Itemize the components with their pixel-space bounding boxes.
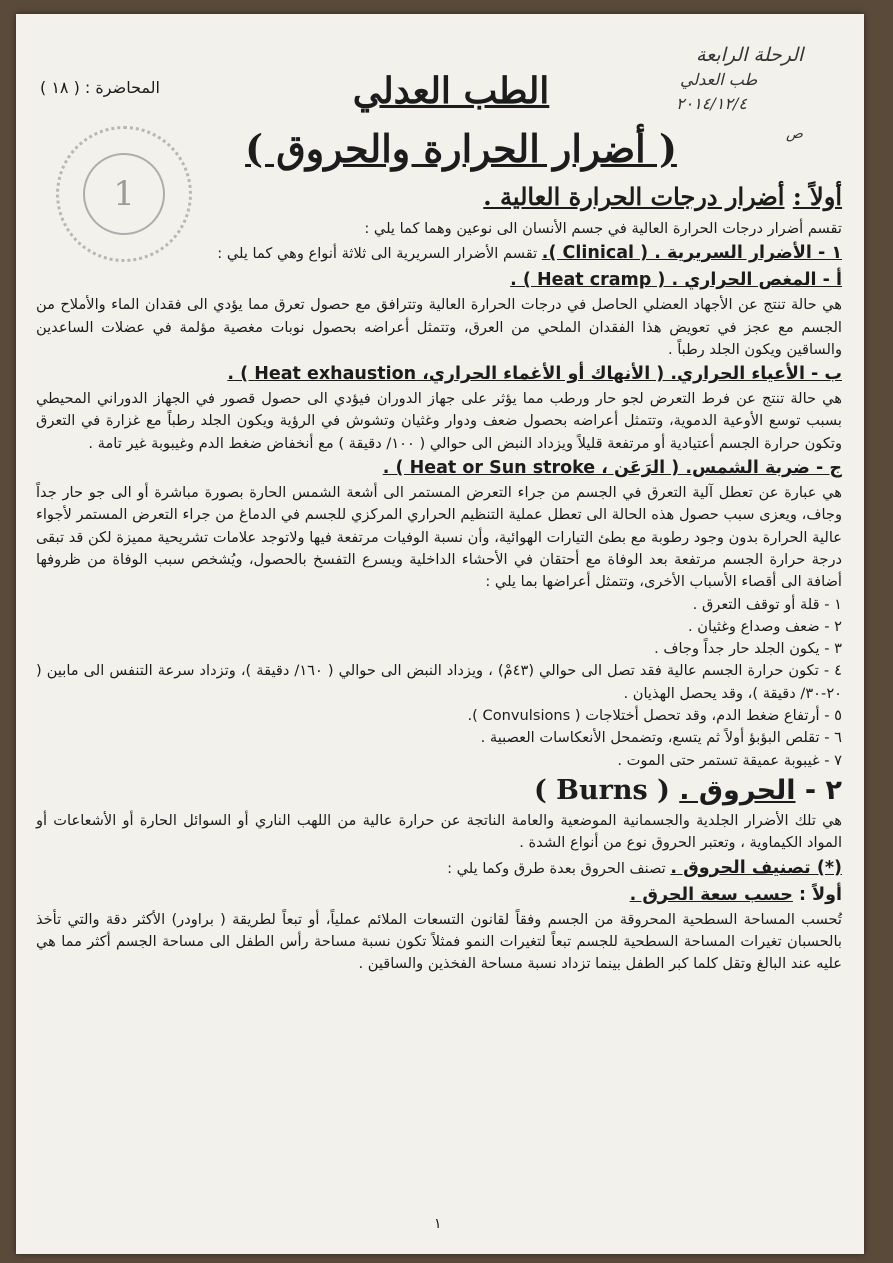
heat-exhaustion-heading: ب - الأعياء الحراري. ( الأنهاك أو الأغماء الحراري، Heat exhaustion ) .: [227, 364, 842, 385]
burn-extent-heading: [36, 882, 842, 909]
handwritten-note-line4: ص: [786, 126, 803, 142]
section-heading: [483, 182, 842, 211]
burns-latin: ( Burns ): [534, 774, 670, 806]
burns-heading: [36, 772, 842, 810]
handwritten-note-line1: الرحلة الرابعة: [696, 44, 804, 66]
burns-text: هي تلك الأضرار الجلدية والجسمانية الموضعية والعامة الناتجة عن حرارة عالية من اللهب الناري أو السوائل الحارة أو الأشعاعات أو المواد الكيماوية ، وتعتبر الحروق نوع من أنواع الشدة .: [36, 811, 842, 852]
classification-text: تصنف الحروق بعدة طرق وكما يلي :: [447, 859, 666, 877]
list-item: ٧ - غيبوبة عميقة تستمر حتى الموت .: [617, 751, 842, 769]
burns-title: الحروق .: [679, 774, 796, 806]
classification-heading: (*) تصنيف الحروق .: [670, 857, 842, 878]
burn-extent-text: تُحسب المساحة السطحية المحروقة من الجسم وفقاً لقانون التسعات الملائم عملياً، أو تبعاً لطريقة ( براودر) الأكثر دقة والتي تأخذ بالحسبان تغيرات المساحة السطحية للجسم تبعاً لتغيرات النمو فمثلاً تكون نسبة مساحة رأس الطفل الى مساحة الجسم أكثر مما هي عليه عند البالغ وتقل كلما كبر الطفل بينما تزداد نسبة مساحة الفخذين والساقين .: [36, 910, 842, 973]
section-prefix: أولاً :: [792, 182, 842, 211]
document-body: [36, 218, 842, 975]
stamp-number: 1: [83, 153, 165, 235]
heat-exhaustion-text: هي حالة تنتج عن فرط التعرض لجو حار ورطب مما يؤثر على جهاز الدوران فيؤدي الى حصول قصور في الجهاز الدوراني المحيطي بسبب توسع الأوعية الدموية، وتتمثل أعراضه بحصول ضعف ودوار وغثيان وتشوش في الرؤية ويكون الجلد رطباً مع غزارة في التعرق وتكون حرارة الجسم أعتيادية أو مرتفعة قليلاً ويزداد النبض الى حوالي ( ١٠٠/ دقيقة ) مع أنخفاض ضغط الدم وغيبوبة غير تامة .: [36, 390, 842, 452]
document-page: [16, 14, 864, 1254]
clinical-line: [36, 240, 842, 267]
list-item: ٥ - أرتفاع ضغط الدم، وقد تحصل أختلاجات ( Convulsions ).: [467, 707, 842, 725]
clinical-heading: ١ - الأضرار السريرية . ( Clinical ).: [541, 243, 842, 264]
list-item: ٢ - ضعف وصداع وغثيان .: [688, 617, 842, 635]
main-title: ( أضرار الحرارة والحروق ): [245, 126, 677, 171]
list-item: ٦ - تقلص البؤبؤ أولاً ثم يتسع، وتضمحل الأنعكاسات العصبية .: [480, 729, 842, 747]
burns-number: ٢ -: [804, 774, 842, 806]
section-title: أضرار درجات الحرارة العالية .: [483, 182, 785, 211]
handwritten-date: ٢٠١٤/١٢/٤: [676, 94, 747, 113]
handwritten-note-line2: طب العدلي: [680, 70, 758, 89]
burn-extent-prefix: أولاً :: [799, 884, 842, 905]
page-number: ١: [434, 1216, 442, 1232]
classification-line: [36, 855, 842, 882]
intro-paragraph: تقسم أضرار درجات الحرارة العالية في جسم الأنسان الى نوعين وهما كما يلي :: [364, 220, 842, 237]
lecture-number: المحاضرة : ( ١٨ ): [40, 78, 160, 97]
clinical-text: تقسم الأضرار السريرية الى ثلاثة أنواع وهي كما يلي :: [217, 245, 538, 263]
symptoms-list: [36, 594, 842, 772]
list-item: ٤ - تكون حرارة الجسم عالية فقد تصل الى حوالي (٤٣مْ) ، ويزداد النبض الى حوالي ( ١٦٠/ دقيقة )، وتزداد سرعة التنفس الى مابين ( ٢٠-٣٠/ دقيقة )، وقد يحصل الهذيان .: [36, 662, 842, 702]
sun-stroke-heading: ج - ضربة الشمس. ( الرَعَن ، Heat or Sun stroke ) .: [382, 458, 842, 479]
heat-cramp-text: هي حالة تنتج عن الأجهاد العضلي الحاصل في درجات الحرارة العالية وتترافق مع حصول تعرق مما يؤدي الى فقدان الماء والأملاح من الجسم مع عجز في تعويض هذا الفقدان الملحي من العرق، وتتمثل أعراضه بحصول نوبات مغصية مؤلمة في عضلات الساعدين والساقين ويكون الجلد رطباً .: [36, 296, 842, 358]
list-item: ٣ - يكون الجلد حار جداً وجاف .: [654, 640, 842, 658]
burn-extent-title: حسب سعة الحرق .: [629, 884, 793, 905]
subject-title: الطب العدلي: [352, 70, 550, 112]
list-item: ١ - قلة أو توقف التعرق .: [692, 595, 842, 613]
sun-stroke-text: هي عبارة عن تعطل آلية التعرق في الجسم من جراء التعرض المستمر الى أشعة الشمس الحارة بصورة مباشرة أو الى جو حار جداً وجاف، ويعزى سبب حصول هذه الحالة الى تعطل عملية التنظيم الحراري المركزي للجسم في الدماغ من جراء التعرض المستمر لأجواء عالية الحرارة بدون وجود رطوبة مع بطئ التيارات الهوائية، وأن نسبة الوفيات مرتفعة فيها ولاتوجد علامات تشريحية مميزة لكن قد تبقى درجة حرارة الجسم مرتفعة بعد الوفاة مع أحتقان في الأحشاء الداخلية ويسرع التفسخ بالحصول، ويُشخص سبب الوفاة من ظروفها أضافة الى أقصاء الأسباب الأخرى، وتتمثل أعراضها بما يلي :: [36, 484, 842, 591]
heat-cramp-heading: أ - المغص الحراري . ( Heat cramp ) .: [510, 270, 842, 291]
